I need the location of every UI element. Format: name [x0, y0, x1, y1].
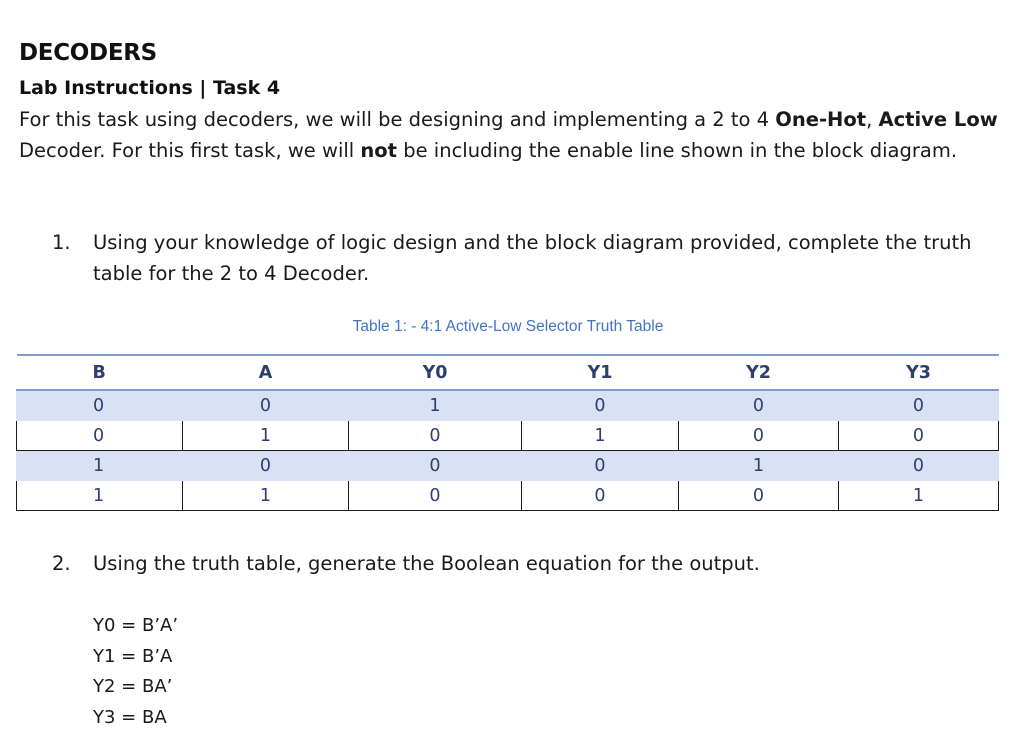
header-cell-y3: Y3	[839, 355, 999, 390]
table-row	[17, 481, 999, 511]
equation-y0: Y0 = B’A’	[93, 615, 179, 636]
equation-y2: Y2 = BA’	[93, 676, 173, 697]
truth-table	[16, 354, 999, 511]
step-2-text: Using the truth table, generate the Boolean equation for the output.	[93, 552, 760, 575]
table-cell: 0	[522, 451, 679, 481]
table-cell: 1	[522, 421, 679, 451]
table-cell: 0	[522, 481, 679, 511]
table-cell: 1	[679, 451, 839, 481]
table-header-row	[17, 355, 999, 390]
table-cell: 0	[839, 451, 999, 481]
table-row	[17, 421, 999, 451]
table-cell: 0	[839, 421, 999, 451]
table-cell: 1	[349, 390, 522, 421]
table-cell: 0	[522, 390, 679, 421]
header-cell-y1: Y1	[522, 355, 679, 390]
table-cell: 0	[349, 421, 522, 451]
table-cell: 0	[349, 481, 522, 511]
intro-text-4: be including the enable line shown in the block diagram.	[397, 139, 958, 162]
header-cell-b: B	[17, 355, 183, 390]
intro-bold-active-low: Active Low	[878, 108, 998, 131]
table-cell: 0	[183, 390, 349, 421]
table-cell: 1	[183, 481, 349, 511]
intro-bold-one-hot: One-Hot	[775, 108, 867, 131]
table-cell: 0	[679, 481, 839, 511]
table-cell: 0	[679, 390, 839, 421]
table-cell: 0	[17, 421, 183, 451]
equation-y1: Y1 = B’A	[93, 646, 173, 667]
page-title: DECODERS	[19, 40, 157, 66]
intro-text-1: For this task using decoders, we will be designing and implementing a 2 to 4	[19, 108, 776, 131]
table-cell: 1	[17, 481, 183, 511]
step-1-text: Using your knowledge of logic design and the block diagram provided, complete the truth table for the 2 to 4 Decoder.	[93, 231, 972, 285]
intro-text-3: Decoder. For this first task, we will	[19, 139, 361, 162]
intro-paragraph	[19, 104, 1009, 166]
step-2-number: 2.	[52, 552, 71, 575]
intro-bold-not: not	[360, 139, 398, 162]
equation-y3: Y3 = BA	[93, 707, 167, 728]
table-cell: 0	[17, 390, 183, 421]
table-cell: 1	[183, 421, 349, 451]
step-1-number: 1.	[52, 231, 71, 254]
page-subtitle: Lab Instructions | Task 4	[19, 77, 281, 99]
intro-text-2: ,	[866, 108, 879, 131]
header-cell-y2: Y2	[679, 355, 839, 390]
header-cell-a: A	[183, 355, 349, 390]
header-cell-y0: Y0	[349, 355, 522, 390]
table-cell: 0	[349, 451, 522, 481]
table-cell: 1	[839, 481, 999, 511]
table-cell: 1	[17, 451, 183, 481]
step-2	[52, 548, 982, 579]
step-1	[52, 227, 982, 289]
table-row	[17, 451, 999, 481]
table-cell: 0	[839, 390, 999, 421]
table-cell: 0	[183, 451, 349, 481]
table-cell: 0	[679, 421, 839, 451]
table-row	[17, 390, 999, 421]
table-caption: Table 1: - 4:1 Active-Low Selector Truth Table	[352, 318, 664, 335]
